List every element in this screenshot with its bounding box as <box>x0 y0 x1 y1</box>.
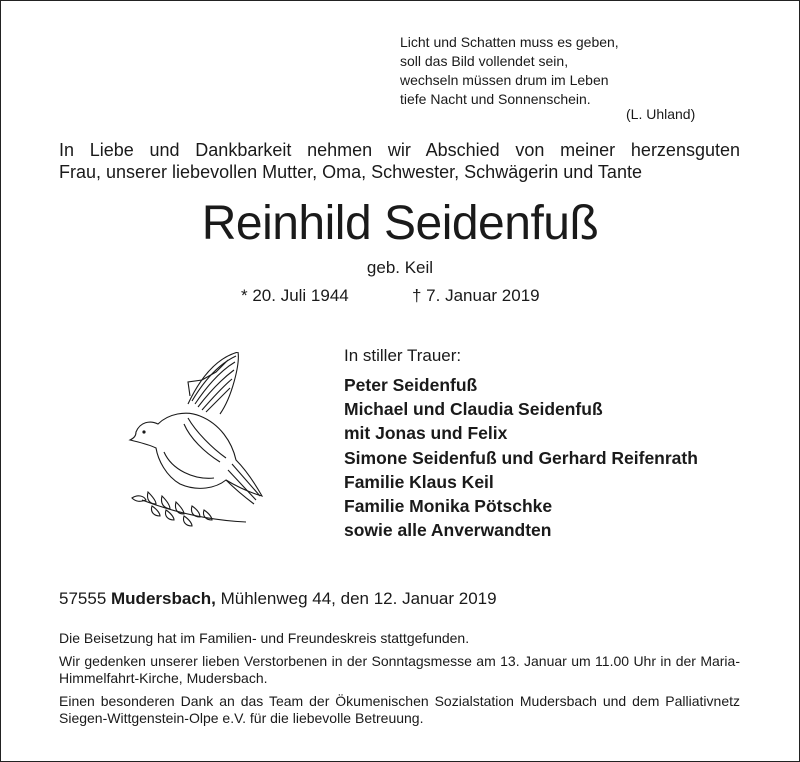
poem <box>400 33 619 109</box>
notes <box>59 630 740 733</box>
mourner-entry: Simone Seidenfuß und Gerhard Reifenrath <box>344 447 698 468</box>
mourner-entry: sowie alle Anverwandten <box>344 520 552 541</box>
address-line <box>59 589 497 609</box>
intro-line: Frau, unserer liebevollen Mutter, Oma, Schwester, Schwägerin und Tante <box>59 162 642 182</box>
poem-line: tiefe Nacht und Sonnenschein. <box>400 91 591 107</box>
mourner-entry: Peter Seidenfuß <box>344 375 478 395</box>
note-paragraph: Die Beisetzung hat im Familien- und Freundeskreis stattgefunden. <box>59 630 470 646</box>
birth-date: * 20. Juli 1944 <box>241 286 349 305</box>
dove-with-olive-branch-icon <box>128 352 268 537</box>
note-paragraph: Wir gedenken unserer lieben Verstorbenen in der Sonntagsmesse am 13. Januar um 11.00 Uhr in der Maria-Himmelfahrt-Kirche, Mudersbach. <box>59 653 740 686</box>
intro-line: In Liebe und Dankbarkeit nehmen wir Abschied von meiner herzensguten <box>59 140 740 160</box>
note-paragraph: Einen besonderen Dank an das Team der Ökumenischen Sozialstation Mudersbach und dem Palliativnetz Siegen-Wittgenstein-Olpe e.V. für die liebevolle Betreuung. <box>59 693 740 726</box>
mourner-entry: mit Jonas und Felix <box>344 423 508 444</box>
address-rest: Mühlenweg 44, den 12. Januar 2019 <box>220 589 497 608</box>
mourners-list <box>344 373 698 542</box>
poem-line: soll das Bild vollendet sein, <box>400 53 569 69</box>
poem-line: Licht und Schatten muss es geben, <box>400 34 619 50</box>
mourner-entry: Familie Monika Pötschke <box>344 496 553 517</box>
death-date: † 7. Januar 2019 <box>412 286 540 305</box>
mourning-heading: In stiller Trauer: <box>344 346 462 365</box>
address-town: Mudersbach, <box>111 589 216 608</box>
poem-author: (L. Uhland) <box>626 106 696 122</box>
deceased-name: Reinhild Seidenfuß <box>201 197 599 250</box>
mourner-entry: Familie Klaus Keil <box>344 471 494 492</box>
intro-text <box>59 139 740 183</box>
poem-line: wechseln müssen drum im Leben <box>400 72 609 88</box>
mourner-entry: Michael und Claudia Seidenfuß <box>344 399 603 420</box>
maiden-name: geb. Keil <box>366 258 434 277</box>
address-zip: 57555 <box>59 589 107 608</box>
